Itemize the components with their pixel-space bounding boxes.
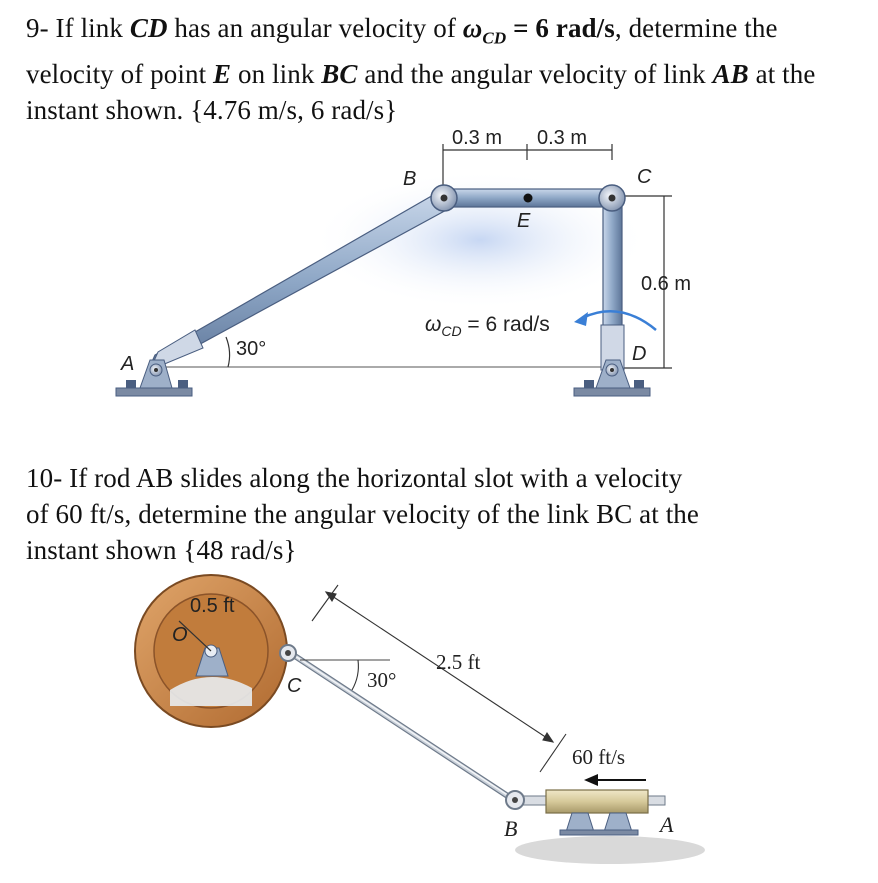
velocity-label: 60 ft/s bbox=[572, 745, 626, 769]
dim-vertical-label: 0.6 m bbox=[641, 273, 692, 295]
slot-supports bbox=[560, 813, 638, 835]
omega-symbol: ω bbox=[462, 13, 483, 43]
ground-shadow bbox=[515, 836, 705, 864]
link-ab-ref: AB bbox=[712, 59, 749, 90]
label-d: D bbox=[632, 343, 647, 365]
dimension-2-5ft bbox=[312, 585, 566, 772]
angle-arc-30-10 bbox=[352, 660, 358, 690]
length-label: 2.5 ft bbox=[436, 650, 481, 674]
problem-10-line-3: instant shown {48 rad/s} bbox=[26, 535, 297, 565]
dim-right-label: 0.3 m bbox=[537, 127, 588, 149]
label-b: B bbox=[403, 168, 417, 190]
label-o: O bbox=[172, 624, 188, 646]
omega-cd-label: $\omega_{CD} = 6$ rad/s bbox=[425, 313, 550, 340]
dim-left-label: 0.3 m bbox=[452, 127, 503, 149]
point-e-ref: E bbox=[213, 59, 232, 90]
link-bc-rod bbox=[287, 648, 517, 805]
problem-10-line-2: of 60 ft/s, determine the angular velocity of the link BC at the bbox=[26, 499, 699, 529]
angle-label-30: 30° bbox=[236, 338, 267, 360]
angle-label-30-10: 30° bbox=[367, 668, 397, 692]
link-bc-ref: BC bbox=[321, 59, 358, 90]
slot-guide bbox=[546, 790, 648, 813]
omega-value: = 6 rad/s bbox=[506, 13, 615, 43]
label-e: E bbox=[517, 210, 531, 232]
problem-9-number: 9- bbox=[26, 13, 49, 43]
problem-9-statement: 9- If link CD has an angular velocity of $\omega_{CD} = 6$ rad/s, determine the velocity of point E on link BC and the angular velocity of link AB at the instant shown. {4.76 m/s, 6 rad/s} bbox=[26, 13, 816, 126]
label-a: A bbox=[121, 353, 135, 375]
radius-label: 0.5 ft bbox=[190, 595, 235, 617]
label-c-10: C bbox=[287, 675, 302, 697]
label-b-10: B bbox=[504, 816, 518, 841]
label-a-10: A bbox=[660, 812, 674, 837]
label-c: C bbox=[637, 166, 652, 188]
link-cd-ref: CD bbox=[129, 13, 168, 43]
problem-10-line-1: 10- If rod AB slides along the horizontal slot with a velocity bbox=[26, 463, 683, 493]
